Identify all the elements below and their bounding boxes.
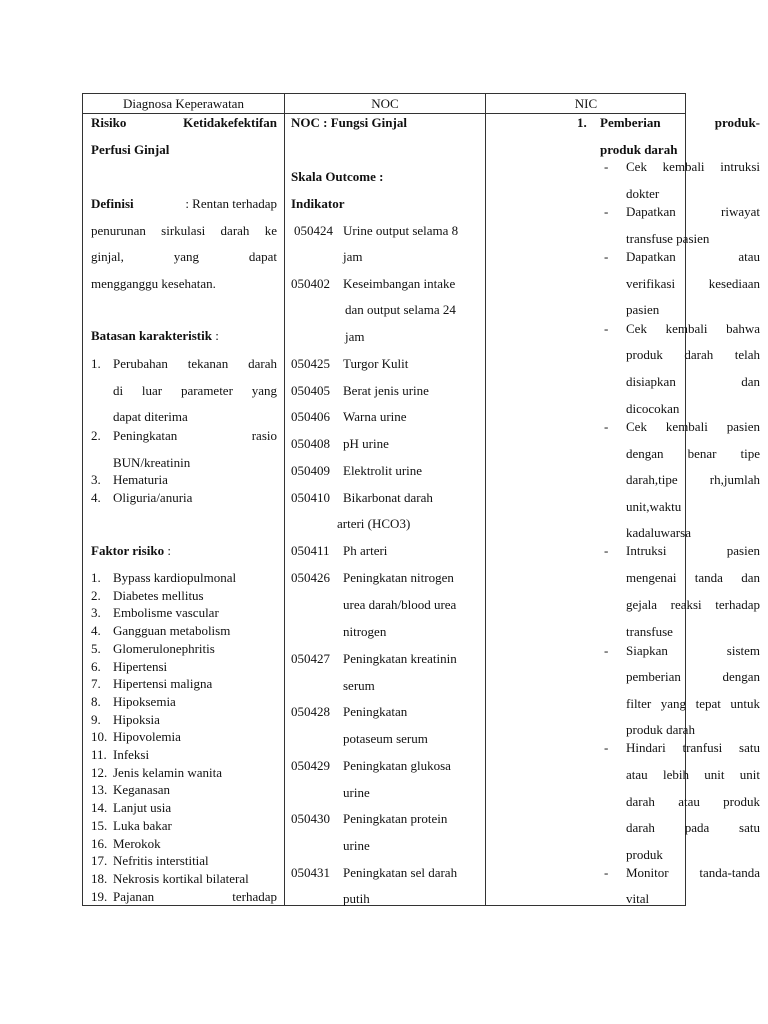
noc-indicator-text: urine [343, 838, 370, 853]
definisi-text: ginjal, yang dapat [91, 249, 277, 264]
nic-item: transfuse pasien [626, 231, 710, 246]
batasan-number: 4. [91, 490, 101, 505]
faktor-item: Diabetes mellitus [113, 587, 204, 603]
nic-item: dokter [626, 186, 660, 201]
noc-code: 050425 [291, 356, 330, 371]
faktor-item: Glomerulonephritis [113, 640, 215, 656]
nic-item: produk darah telah [626, 347, 760, 362]
batasan-item: dapat diterima [113, 409, 188, 424]
noc-indicator-text: Ph arteri [343, 543, 388, 558]
faktor-item: Bypass kardiopulmonal [113, 570, 237, 585]
noc-indicator-text: Elektrolit urine [343, 463, 423, 478]
faktor-number: 9. [91, 711, 101, 727]
faktor-number: 17. [91, 853, 108, 869]
noc-indicator-text: urine [343, 785, 370, 800]
faktor-number: 19. [91, 888, 108, 904]
noc-indicator-text: Berat jenis urine [343, 383, 429, 398]
faktor-item: Infeksi [113, 747, 150, 762]
column-divider [485, 94, 486, 905]
faktor-number: 1. [91, 570, 101, 585]
header-divider [83, 113, 685, 114]
noc-indicator-text: arteri (HCO3) [337, 516, 411, 531]
faktor-item: Merokok [113, 835, 161, 851]
column-divider [284, 94, 285, 905]
noc-indicator-text: Peningkatan [343, 704, 408, 719]
nic-item: unit,waktu [626, 499, 682, 514]
care-plan-table [82, 93, 760, 906]
noc-indicator-text: Peningkatan glukosa [343, 758, 451, 773]
header-noc: NOC [371, 96, 399, 111]
nic-item: kadaluwarsa [626, 525, 691, 540]
nic-item: Siapkan sistem [626, 643, 760, 658]
nic-item: vital [626, 891, 650, 906]
noc-code: 050429 [291, 758, 330, 773]
faktor-item: Hipertensi [113, 658, 168, 674]
noc-code: 050424 [294, 223, 333, 238]
definisi-text: mengganggu kesehatan. [91, 276, 216, 291]
noc-code: 050408 [291, 436, 330, 451]
noc-indicator-text: jam [345, 329, 365, 344]
faktor-item: Nefritis interstitial [113, 853, 209, 869]
nic-item: atau lebih unit unit [626, 767, 760, 782]
nic-item: Cek kembali pasien [626, 419, 760, 434]
nic-item: filter yang tepat untuk [626, 696, 760, 711]
faktor-item: Lanjut usia [113, 800, 172, 816]
noc-code: 050410 [291, 490, 330, 505]
faktor-number: 6. [91, 658, 101, 674]
nic-bullet: - [604, 865, 609, 880]
noc-code: 050402 [291, 276, 330, 291]
faktor-number: 16. [91, 835, 108, 851]
definisi-text: : Rentan terhadap [185, 196, 277, 211]
nic-bullet: - [604, 159, 609, 174]
faktor-label: Faktor risiko : [91, 543, 171, 558]
header-diagnosa: Diagnosa Keperawatan [123, 96, 244, 111]
nic-item: Cek kembali intruksi [626, 159, 760, 174]
nic-bullet: - [604, 204, 609, 219]
noc-title: NOC : Fungsi Ginjal [291, 115, 407, 130]
faktor-number: 4. [91, 623, 101, 639]
nic-item: pemberian dengan [626, 669, 760, 684]
noc-code: 050411 [291, 543, 330, 558]
noc-indikator: Indikator [291, 196, 345, 211]
faktor-item: Nekrosis kortikal bilateral [113, 870, 249, 886]
faktor-number: 2. [91, 587, 101, 603]
noc-indicator-text: Urine output selama 8 [343, 223, 459, 238]
nic-bullet: - [604, 643, 609, 658]
batasan-colon: : [211, 328, 219, 343]
nic-item: Dapatkan atau [626, 249, 760, 264]
nic-item: darah,tipe rh,jumlah [626, 472, 760, 487]
diagnosa-title [91, 115, 277, 131]
faktor-number: 15. [91, 817, 108, 833]
faktor-number: 10. [91, 729, 108, 745]
nic-title: produk darah [600, 142, 678, 157]
nic-bullet: - [604, 249, 609, 264]
noc-indicator-text: urea darah/blood urea [343, 597, 457, 612]
header-nic: NIC [574, 96, 598, 111]
faktor-item: Pajanan terhadap [113, 888, 277, 904]
diagnosa-title-line2: Perfusi Ginjal [91, 142, 170, 157]
faktor-item: Hipertensi maligna [113, 676, 213, 692]
faktor-item: Jenis kelamin wanita [113, 764, 223, 780]
faktor-number: 8. [91, 693, 101, 709]
noc-indicator-text: serum [343, 678, 375, 693]
noc-code: 050405 [291, 383, 330, 398]
batasan-item: BUN/kreatinin [113, 455, 191, 470]
diagnosa-title-word: Ketidakefektifan [183, 115, 277, 130]
batasan-label: Batasan karakteristik : [91, 328, 219, 343]
nic-bullet: - [604, 419, 609, 434]
noc-code: 050428 [291, 704, 330, 719]
faktor-item: Luka bakar [113, 817, 172, 833]
faktor-number: 12. [91, 764, 108, 780]
nic-item: Intruksi pasien [626, 543, 760, 558]
nic-item: Hindari tranfusi satu [626, 740, 760, 755]
noc-indicator-text: jam [343, 249, 363, 264]
noc-indicator-text: pH urine [343, 436, 389, 451]
faktor-item: Keganasan [113, 782, 171, 798]
nic-item: Dapatkan riwayat [626, 204, 760, 219]
noc-indicator-text: Peningkatan kreatinin [343, 651, 457, 666]
definisi-label: Definisi [91, 196, 134, 211]
definisi-text: penurunan sirkulasi darah ke [91, 223, 277, 238]
nic-item: produk darah [626, 722, 695, 737]
faktor-number: 14. [91, 800, 108, 816]
faktor-number: 5. [91, 640, 101, 656]
nic-item: transfuse [626, 624, 673, 639]
noc-indicator-text: Bikarbonat darah [343, 490, 433, 505]
faktor-item: Embolisme vascular [113, 605, 219, 621]
noc-code: 050430 [291, 811, 330, 826]
batasan-number: 3. [91, 472, 101, 487]
faktor-item: Hipoksemia [113, 693, 176, 709]
nic-item: dengan benar tipe [626, 446, 760, 461]
nic-item: darah pada satu [626, 820, 760, 835]
faktor-item: Hipoksia [113, 711, 160, 727]
faktor-number: 18. [91, 870, 108, 886]
nic-item: Monitor tanda-tanda [626, 865, 760, 880]
batasan-number: 1. [91, 356, 101, 371]
nic-item: disiapkan dan [626, 374, 760, 389]
batasan-item: Perubahan tekanan darah [113, 356, 277, 371]
nic-bullet: - [604, 321, 609, 336]
faktor-number: 11. [91, 747, 107, 762]
noc-indicator-text: Keseimbangan intake [343, 276, 456, 291]
batasan-item: Peningkatan rasio [113, 428, 277, 443]
noc-indicator-text: Warna urine [343, 409, 407, 424]
noc-indicator-text: Turgor Kulit [343, 356, 409, 371]
faktor-number: 3. [91, 605, 101, 621]
batasan-item: di luar parameter yang [113, 383, 277, 398]
diagnosa-title-word: Risiko [91, 115, 127, 130]
nic-item: dicocokan [626, 401, 680, 416]
noc-indicator-text: Peningkatan nitrogen [343, 570, 454, 585]
noc-code: 050431 [291, 865, 330, 880]
noc-indicator-text: Peningkatan sel darah [343, 865, 458, 880]
nic-item: Cek kembali bahwa [626, 321, 760, 336]
faktor-item: Hipovolemia [113, 729, 181, 745]
batasan-item: Hematuria [113, 472, 168, 487]
noc-code: 050427 [291, 651, 330, 666]
nic-title: Pemberian produk- [600, 115, 760, 130]
noc-indicator-text: dan output selama 24 [345, 302, 456, 317]
faktor-number: 13. [91, 782, 108, 798]
nic-item: verifikasi kesediaan [626, 276, 760, 291]
nic-bullet: - [604, 543, 609, 558]
noc-indicator-text: potaseum serum [343, 731, 428, 746]
noc-indicator-text: Peningkatan protein [343, 811, 448, 826]
nic-item: gejala reaksi terhadap [626, 597, 760, 612]
faktor-colon: : [164, 543, 171, 558]
noc-code: 050409 [291, 463, 330, 478]
nic-item: pasien [626, 302, 660, 317]
definisi-line [91, 196, 277, 212]
faktor-item: Gangguan metabolism [113, 623, 231, 639]
noc-code: 050406 [291, 409, 330, 424]
noc-skala: Skala Outcome : [291, 169, 384, 184]
faktor-number: 7. [91, 676, 101, 692]
noc-indicator-text: putih [343, 891, 370, 906]
nic-number: 1. [577, 115, 587, 130]
batasan-number: 2. [91, 428, 101, 443]
noc-indicator-text: nitrogen [343, 624, 387, 639]
nic-bullet: - [604, 740, 609, 755]
nic-item: mengenai tanda dan [626, 570, 760, 585]
nic-item: darah atau produk [626, 794, 760, 809]
batasan-item: Oliguria/anuria [113, 490, 193, 505]
nic-item: produk [626, 847, 663, 862]
noc-code: 050426 [291, 570, 330, 585]
